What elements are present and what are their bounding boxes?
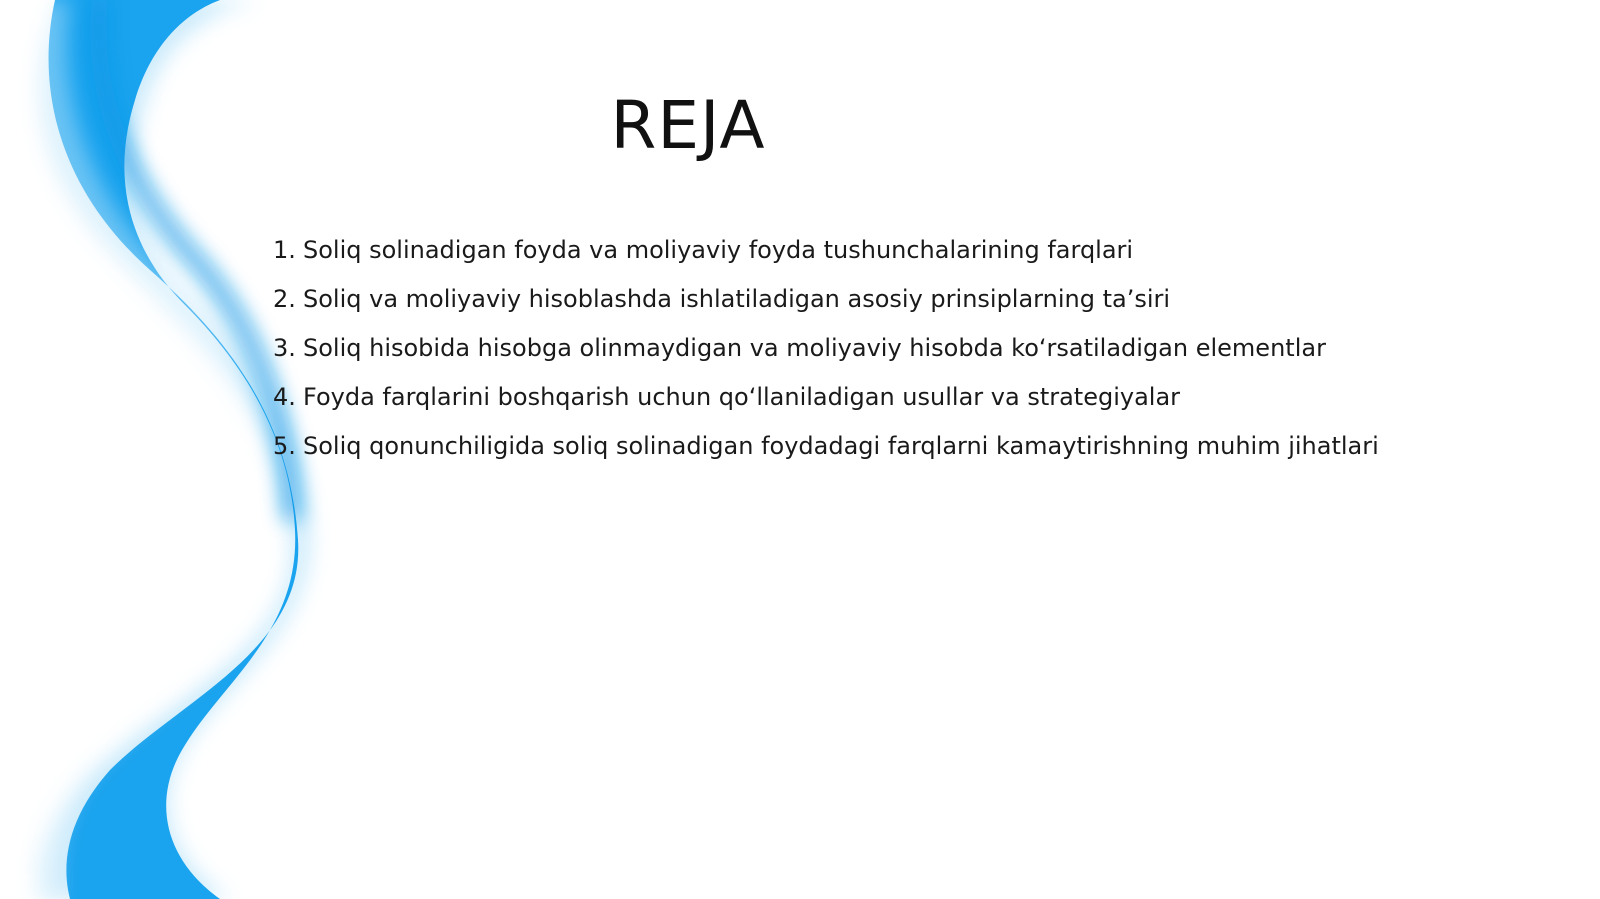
agenda-item-text: Soliq qonunchiligida soliq solinadigan foydadagi farqlarni kamaytirishning muhim jihatlari (303, 432, 1379, 460)
agenda-item-text: Soliq hisobida hisobga olinmaydigan va moliyaviy hisobda ko‘rsatiladigan elementlar (303, 334, 1326, 362)
agenda-item-5 (273, 432, 1573, 481)
agenda-item-4 (273, 383, 1573, 432)
agenda-item-text: Soliq va moliyaviy hisoblashda ishlatiladigan asosiy prinsiplarning ta’siri (303, 285, 1171, 313)
agenda-item-3 (273, 334, 1573, 383)
agenda-item-2 (273, 285, 1573, 334)
agenda-item-number: 3. (273, 334, 296, 362)
agenda-item-number: 4. (273, 383, 296, 411)
agenda-item-1 (273, 236, 1573, 285)
agenda-item-text: Soliq solinadigan foyda va moliyaviy foyda tushunchalarining farqlari (303, 236, 1134, 264)
agenda-list (273, 236, 1573, 481)
agenda-item-number: 2. (273, 285, 296, 313)
agenda-item-text: Foyda farqlarini boshqarish uchun qo‘llaniladigan usullar va strategiyalar (303, 383, 1181, 411)
slide-title: REJA (610, 87, 766, 164)
agenda-item-number: 5. (273, 432, 296, 460)
agenda-item-number: 1. (273, 236, 296, 264)
